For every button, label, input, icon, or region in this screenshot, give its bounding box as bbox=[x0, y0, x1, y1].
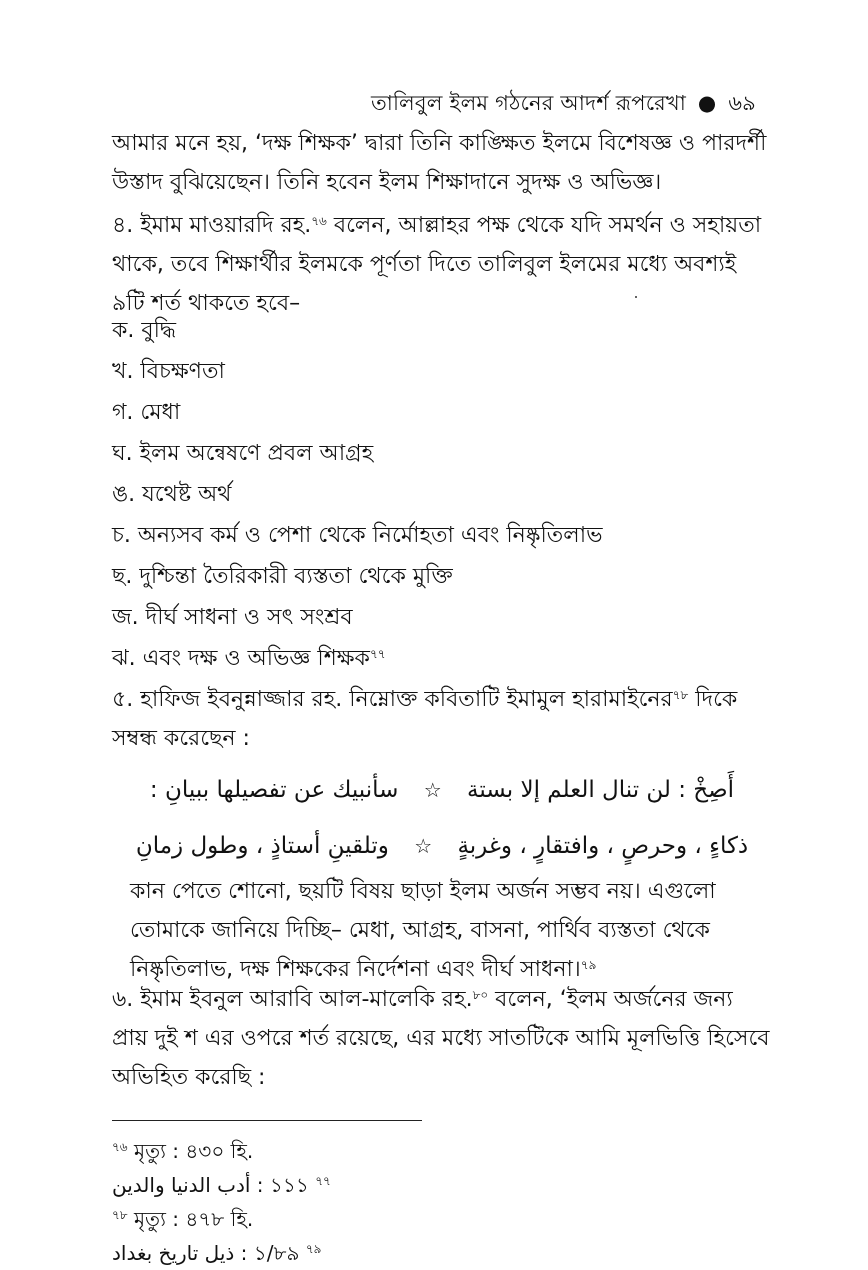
footnote-ref-77: ৭৭ bbox=[369, 647, 386, 661]
paragraph-5-lead: ৫. হাফিজ ইবনুন্নাজ্জার রহ. নিম্নোক্ত কবিতাটি ইমামুল হারামাইনের bbox=[112, 687, 673, 712]
footnote-mark: ৭৬ bbox=[112, 1140, 128, 1154]
footnote-text: মৃত্যু : ৪৭৮ হি. bbox=[133, 1207, 254, 1231]
footnote bbox=[112, 1236, 772, 1270]
paragraph-4-text: বলেন, আল্লাহর পক্ষ থেকে যদি সমর্থন ও সহায়তা থাকে, তবে শিক্ষার্থীর ইলমকে পূর্ণতা দিতে তালিবুল ইলমের মধ্যে অবশ্যই ৯টি শর্ত থাকতে হবে– bbox=[112, 213, 762, 316]
footnote bbox=[112, 1168, 772, 1202]
poem-line-1 bbox=[112, 770, 772, 810]
poem-line-2-second-half: وتلقينِ أستاذٍ ، وطول زمانِ bbox=[135, 833, 389, 859]
footnote-text: ১১১ : أدب الدنيا والدين bbox=[112, 1173, 309, 1197]
poem-line-2 bbox=[112, 826, 772, 866]
poem-line-1-second-half: سأنبيك عن تفصيلها ببيانِ : bbox=[149, 777, 399, 803]
paragraph-4 bbox=[112, 206, 772, 323]
paragraph-6 bbox=[112, 980, 772, 1097]
list-item: খ. বিচক্ষণতা bbox=[112, 359, 225, 384]
conditions-list bbox=[112, 310, 772, 679]
paragraph-5-text: দিকে সম্বন্ধ করেছেন : bbox=[112, 687, 738, 751]
header-bullet: ● bbox=[697, 91, 717, 115]
footnote-mark: ৭৮ bbox=[112, 1208, 128, 1222]
footnote-mark: ৭৯ bbox=[305, 1242, 322, 1256]
list-item bbox=[112, 638, 772, 679]
footnote bbox=[112, 1202, 772, 1236]
footnote bbox=[112, 1134, 772, 1168]
footnote-ref-76: ৭৬ bbox=[311, 214, 327, 228]
running-header bbox=[371, 87, 756, 122]
footnote-ref-79: ৭৯ bbox=[580, 958, 597, 972]
paragraph-5 bbox=[112, 680, 772, 758]
print-speck bbox=[635, 296, 637, 298]
footnote-divider bbox=[112, 1120, 422, 1121]
list-item: ঘ. ইলম অন্বেষণে প্রবল আগ্রহ bbox=[112, 441, 374, 466]
footnote-ref-80: ৮০ bbox=[472, 988, 489, 1002]
paragraph-6-lead: ৬. ইমাম ইবনুল আরাবি আল-মালেকি রহ. bbox=[112, 987, 473, 1012]
translation-text: কান পেতে শোনো, ছয়টি বিষয় ছাড়া ইলম অর্জন সম্ভব নয়। এগুলো তোমাকে জানিয়ে দিচ্ছি– মেধা, আগ্রহ, বাসনা, পার্থিব ব্যস্ততা থেকে নিষ্কৃতিলাভ, দক্ষ শিক্ষকের নির্দেশনা এবং দীর্ঘ সাধনা। bbox=[130, 879, 716, 982]
list-item: ঙ. যথেষ্ট অর্থ bbox=[112, 482, 232, 507]
running-title: তালিবুল ইলম গঠনের আদর্শ রূপরেখা bbox=[370, 91, 686, 115]
paragraph-4-lead: ৪. ইমাম মাওয়ারদি রহ. bbox=[112, 213, 312, 238]
poem-line-2-first-half: ذكاءٍ ، وحرصٍ ، وافتقارٍ ، وغربةٍ bbox=[457, 833, 749, 859]
footnote-text: মৃত্যু : ৪৩০ হি. bbox=[133, 1139, 254, 1163]
poem-line-1-first-half: أَصِخْ : لن تنال العلم إلا بستة bbox=[466, 777, 735, 803]
footnote-mark: ৭৭ bbox=[315, 1174, 331, 1188]
list-item: জ. দীর্ঘ সাধনা ও সৎ সংশ্রব bbox=[112, 605, 353, 630]
star-separator-icon: ☆ bbox=[414, 834, 433, 858]
footnote-text: ১/৮৯ : ذيل تاريخ بغداد bbox=[112, 1241, 300, 1265]
list-item: গ. মেধা bbox=[112, 400, 181, 425]
paragraph-intro: আমার মনে হয়, ‘দক্ষ শিক্ষক’ দ্বারা তিনি কাঙ্ক্ষিত ইলমে বিশেষজ্ঞ ও পারদর্শী উস্তাদ বুঝিয়েছেন। তিনি হবেন ইলম শিক্ষাদানে সুদক্ষ ও অভিজ্ঞ। bbox=[112, 131, 767, 195]
page-number: ৬৯ bbox=[728, 91, 756, 115]
list-item: ক. বুদ্ধি bbox=[112, 318, 177, 343]
poem-translation bbox=[130, 872, 770, 989]
paragraph-6-text: বলেন, ‘ইলম অর্জনের জন্য প্রায় দুই শ এর ওপরে শর্ত রয়েছে, এর মধ্যে সাতটিকে আমি মূলভিত্তি হিসেবে অভিহিত করেছি : bbox=[112, 987, 770, 1090]
list-item: চ. অন্যসব কর্ম ও পেশা থেকে নির্মোহতা এবং নিষ্কৃতিলাভ bbox=[112, 523, 603, 548]
footnote-ref-78: ৭৮ bbox=[672, 688, 689, 702]
list-item-text: ঝ. এবং দক্ষ ও অভিজ্ঞ শিক্ষক bbox=[112, 646, 370, 671]
list-item: ছ. দুশ্চিন্তা তৈরিকারী ব্যস্ততা থেকে মুক্তি bbox=[112, 564, 453, 589]
footnotes bbox=[112, 1134, 772, 1270]
star-separator-icon: ☆ bbox=[423, 778, 442, 802]
